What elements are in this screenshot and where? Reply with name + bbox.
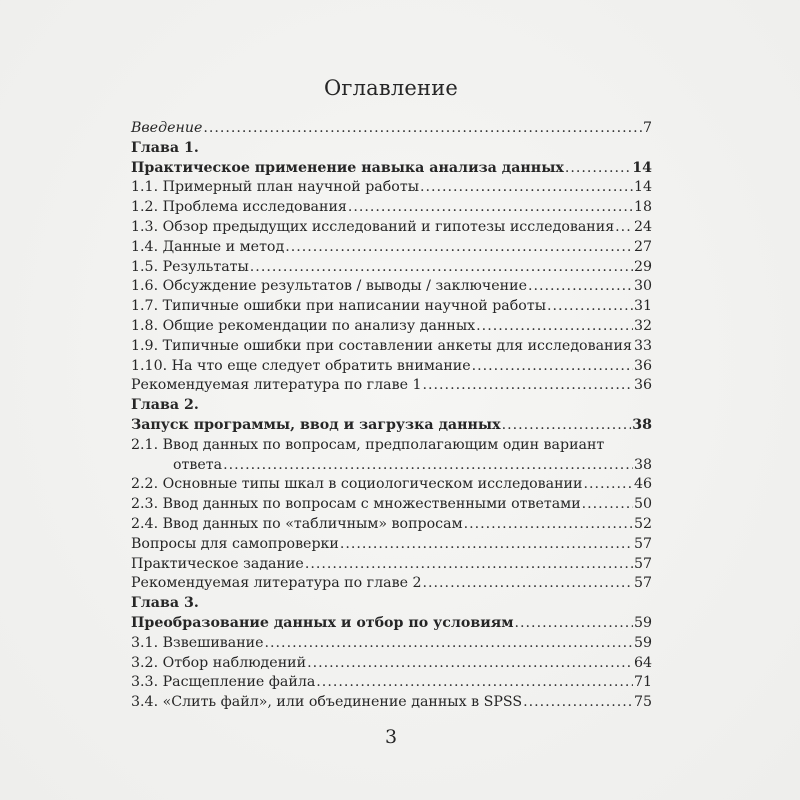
toc-entry-label: 2.3. Ввод данных по вопросам с множественными ответами — [131, 496, 581, 513]
toc-entry-label: Глава 3. — [131, 595, 199, 612]
toc-entry — [131, 654, 652, 674]
dot-leader — [583, 475, 632, 495]
toc-entry — [131, 376, 652, 396]
dot-leader — [423, 376, 633, 396]
toc-title: Оглавление — [323, 76, 459, 100]
toc-entry-page: 64 — [633, 654, 652, 671]
toc-entry-page: 59 — [633, 614, 652, 631]
dot-leader — [528, 277, 633, 297]
toc-entry — [131, 297, 652, 317]
dot-leader — [423, 574, 633, 594]
toc-entry-label: 3.4. «Слить файл», или объединение данных в SPSS — [131, 694, 523, 711]
toc-entry-page: 31 — [633, 298, 652, 315]
toc-entry-label: 1.1. Примерный план научной работы — [131, 179, 419, 196]
toc-entry — [131, 159, 652, 179]
toc-entry-label: 2.1. Ввод данных по вопросам, предполагающим один вариант — [131, 436, 605, 453]
toc-entry-label: 1.2. Проблема исследования — [131, 199, 347, 216]
dot-leader — [464, 515, 633, 535]
toc-entry — [131, 456, 652, 476]
toc-entry — [131, 198, 652, 218]
toc-entry-label: 3.1. Взвешивание — [131, 634, 264, 651]
toc-entry — [131, 614, 652, 634]
toc-entry-page: 36 — [633, 377, 652, 394]
toc-entry — [131, 673, 652, 693]
toc-entry-page: 14 — [633, 179, 652, 196]
toc-entry — [131, 436, 652, 456]
toc-entry — [131, 515, 652, 535]
dot-leader — [307, 654, 633, 674]
toc-entry-page: 7 — [642, 120, 652, 136]
toc-entry — [131, 693, 652, 713]
chapter-heading — [131, 139, 652, 159]
toc-entry-label: 2.2. Основные типы шкал в социологическом исследовании — [131, 476, 583, 493]
toc-entry-page: 29 — [633, 258, 652, 275]
dot-leader — [420, 178, 633, 198]
toc-entry-label: 3.3. Расщепление файла — [131, 674, 316, 691]
toc-entry — [131, 277, 652, 297]
toc-entry-page: 24 — [633, 218, 652, 235]
dot-leader — [615, 218, 633, 238]
toc-entry-page: 38 — [632, 416, 652, 433]
toc-entry-page: 18 — [633, 199, 652, 216]
toc-entry — [131, 475, 652, 495]
dot-leader — [547, 297, 633, 317]
toc-entry-page: 57 — [633, 555, 652, 572]
toc-entry-page: 36 — [633, 357, 652, 374]
toc-entry — [131, 555, 652, 575]
toc-entry — [131, 119, 652, 139]
toc-entry-page: 33 — [633, 337, 652, 354]
toc-entry-page: 71 — [633, 674, 652, 691]
toc-entry — [131, 574, 652, 594]
dot-leader — [223, 456, 633, 476]
dot-leader — [515, 614, 633, 634]
dot-leader — [265, 634, 633, 654]
chapter-heading — [131, 594, 652, 614]
toc-entry-label: 1.5. Результаты — [131, 258, 249, 275]
toc-entry — [131, 238, 652, 258]
toc-entry — [131, 337, 652, 357]
toc-entry-page: 57 — [633, 575, 652, 592]
toc-entry — [131, 535, 652, 555]
toc-entry-label: Рекомендуемая литература по главе 2 — [131, 575, 422, 592]
toc-entry-label: 1.4. Данные и метод — [131, 238, 285, 255]
toc-entry-label: 1.7. Типичные ошибки при написании научной работы — [131, 298, 546, 315]
toc-entry — [131, 317, 652, 337]
dot-leader — [476, 317, 633, 337]
toc-entry — [131, 495, 652, 515]
toc-entry — [131, 218, 652, 238]
toc-entry-page: 32 — [633, 317, 652, 334]
toc-entry — [131, 357, 652, 377]
toc-entry-label: 1.10. На что еще следует обратить внимание — [131, 357, 471, 374]
toc-entry-label: Практическое задание — [131, 555, 304, 572]
toc-entry-page: 27 — [633, 238, 652, 255]
toc-entry — [131, 178, 652, 198]
toc-entry-label: ответа — [173, 456, 223, 473]
toc-entry-label: Практическое применение навыка анализа данных — [131, 159, 564, 176]
toc-entry-page: 57 — [633, 535, 652, 552]
page-number: 3 — [384, 726, 398, 748]
toc-entry — [131, 634, 652, 654]
toc-entry-page: 50 — [633, 496, 652, 513]
toc-entry-page: 59 — [633, 634, 652, 651]
dot-leader — [472, 357, 633, 377]
dot-leader — [582, 495, 633, 515]
toc-entry-label: Вопросы для самопроверки — [131, 535, 339, 552]
toc-entry-page: 75 — [633, 694, 652, 711]
toc-entry-page: 46 — [633, 476, 652, 493]
dot-leader — [502, 416, 632, 436]
toc-entry-label: 1.9. Типичные ошибки при составлении анкеты для исследования — [131, 337, 632, 354]
dot-leader — [565, 159, 631, 179]
toc-entry-page: 14 — [632, 159, 652, 176]
toc-entry — [131, 416, 652, 436]
dot-leader — [348, 198, 633, 218]
chapter-heading — [131, 396, 652, 416]
toc-entry — [131, 258, 652, 278]
toc-entry-label: 1.8. Общие рекомендации по анализу данных — [131, 317, 476, 334]
dot-leader — [285, 238, 633, 258]
toc-entry-label: 1.6. Обсуждение результатов / выводы / заключение — [131, 278, 527, 295]
toc-entry-label: Глава 1. — [131, 139, 199, 156]
toc-entry-label: 1.3. Обзор предыдущих исследований и гипотезы исследования — [131, 218, 615, 235]
toc-entry-label: Рекомендуемая литература по главе 1 — [131, 377, 422, 394]
toc-entry-label: Введение — [131, 120, 203, 136]
toc-entry-label: 3.2. Отбор наблюдений — [131, 654, 307, 671]
toc-entry-label: Преобразование данных и отбор по условиям — [131, 614, 514, 631]
table-of-contents — [131, 119, 652, 713]
toc-entry-label: 2.4. Ввод данных по «табличным» вопросам — [131, 515, 463, 532]
toc-entry-page: 38 — [633, 456, 652, 473]
dot-leader — [340, 535, 633, 555]
dot-leader — [250, 258, 633, 278]
toc-entry-page: 30 — [633, 278, 652, 295]
toc-entry-page: 52 — [633, 515, 652, 532]
dot-leader — [203, 119, 642, 139]
toc-entry-label: Глава 2. — [131, 397, 199, 414]
dot-leader — [316, 673, 633, 693]
toc-entry-label: Запуск программы, ввод и загрузка данных — [131, 416, 501, 433]
dot-leader — [305, 555, 633, 575]
dot-leader — [523, 693, 633, 713]
